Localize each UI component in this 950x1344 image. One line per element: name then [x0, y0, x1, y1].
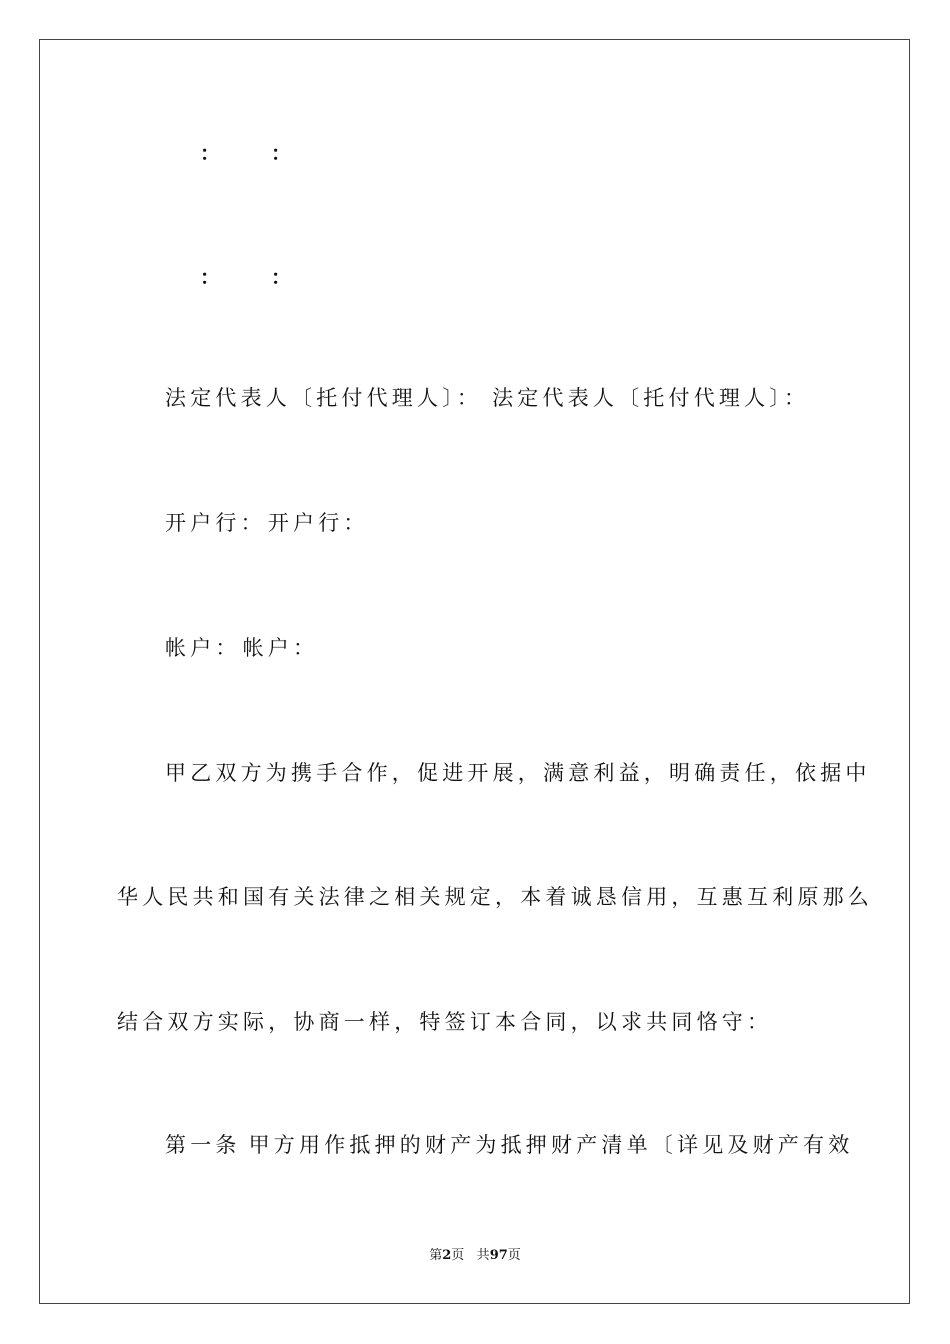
page-footer	[0, 1249, 950, 1262]
footer-total-pages: 97	[489, 1248, 508, 1263]
representative-right: 法定代表人〔托付代理人〕：	[492, 386, 810, 410]
page-frame	[39, 39, 910, 1304]
bank-row	[165, 513, 369, 534]
representative-row	[165, 388, 809, 409]
representative-left: 法定代表人〔托付代理人〕：	[165, 386, 483, 410]
blank-colon-left-2: ：	[200, 265, 220, 289]
footer-page-prefix: 第	[429, 1248, 443, 1263]
paragraph-line-1: 甲乙双方为携手合作，促进开展，满意利益，明确责任，依据中	[165, 761, 871, 785]
footer-page-suffix: 页	[451, 1248, 465, 1263]
footer-total-suffix: 页	[507, 1248, 521, 1263]
paragraph-line-2: 华人民共和国有关法律之相关规定，本着诚恳信用，互惠互利原那么	[117, 885, 873, 909]
paragraph-line-3: 结合双方实际，协商一样，特签订本合同，以求共同恪守：	[117, 1010, 773, 1034]
bank-right: 开户行：	[267, 511, 369, 535]
article-1-number: 第一条	[165, 1133, 241, 1157]
account-row	[165, 638, 318, 659]
article-1-text: 甲方用作抵押的财产为抵押财产清单〔详见及财产有效	[248, 1133, 854, 1157]
blank-colon-right-1: ：	[271, 141, 291, 165]
blank-colon-right-2: ：	[271, 265, 291, 289]
account-left: 帐户：	[165, 636, 241, 660]
blank-colon-left-1: ：	[200, 141, 220, 165]
account-right: 帐户：	[242, 636, 319, 660]
footer-total-prefix: 共	[476, 1248, 490, 1263]
bank-left: 开户行：	[165, 511, 266, 535]
footer-page-number: 2	[442, 1248, 452, 1263]
article-1-line	[165, 1135, 853, 1156]
